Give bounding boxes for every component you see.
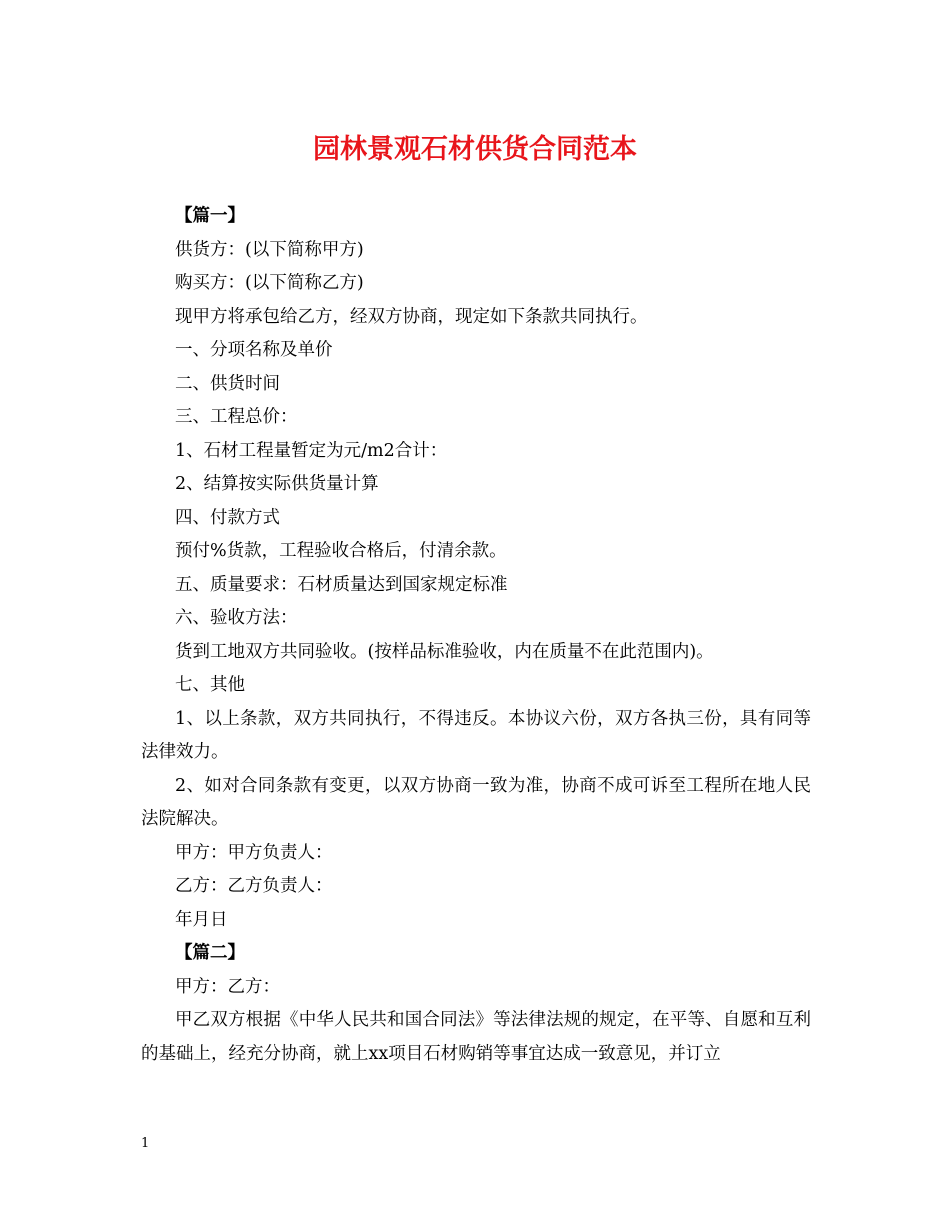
page-title: 园林景观石材供货合同范本: [313, 134, 637, 165]
supplier-line: 供货方：(以下简称甲方): [175, 239, 364, 260]
party-a-signature: 甲方：甲方负责人：: [175, 842, 333, 863]
clause-3: 三、工程总价：: [175, 407, 298, 427]
section-heading-part1: 【篇一】: [175, 206, 245, 226]
party-b-signature: 乙方：乙方负责人：: [175, 876, 333, 896]
clause-6: 六、验收方法：: [175, 608, 298, 628]
page-number: 1: [141, 1136, 150, 1151]
clause-5: 五、质量要求：石材质量达到国家规定标准: [175, 574, 508, 595]
part2-intro: 甲乙双方根据《中华人民共和国合同法》等法律法规的规定，在平等、自愿和互利的基础上，经充分协商，就上xx项目石材购销等事宜达成一致意见，并订立: [141, 1010, 811, 1064]
clause-3-1: 1、石材工程量暂定为元/m2合计：: [175, 440, 448, 461]
buyer-line: 购买方：(以下简称乙方): [175, 273, 364, 293]
clause-4-text: 预付%货款，工程验收合格后，付清余款。: [175, 541, 507, 561]
clause-4: 四、付款方式: [175, 507, 280, 528]
clause-7: 七、其他: [175, 675, 245, 695]
clause-7-2: 2、如对合同条款有变更，以双方协商一致为准，协商不成可诉至工程所在地人民法院解决。: [141, 775, 811, 829]
intro-line: 现甲方将承包给乙方，经双方协商，现定如下条款共同执行。: [175, 306, 648, 327]
clause-6-text: 货到工地双方共同验收。(按样品标准验收，内在质量不在此范围内)。: [175, 641, 714, 662]
clause-1: 一、分项名称及单价: [175, 340, 333, 360]
contract-body: [141, 200, 811, 1071]
clause-2: 二、供货时间: [175, 373, 280, 394]
section-heading-part2: 【篇二】: [175, 943, 245, 963]
part2-parties: 甲方：乙方：: [175, 976, 280, 997]
clause-7-1: 1、以上条款，双方共同执行，不得违反。本协议六份，双方各执三份，具有同等法律效力。: [141, 708, 811, 762]
date-line: 年月日: [175, 909, 228, 930]
clause-3-2: 2、结算按实际供货量计算: [175, 474, 379, 494]
